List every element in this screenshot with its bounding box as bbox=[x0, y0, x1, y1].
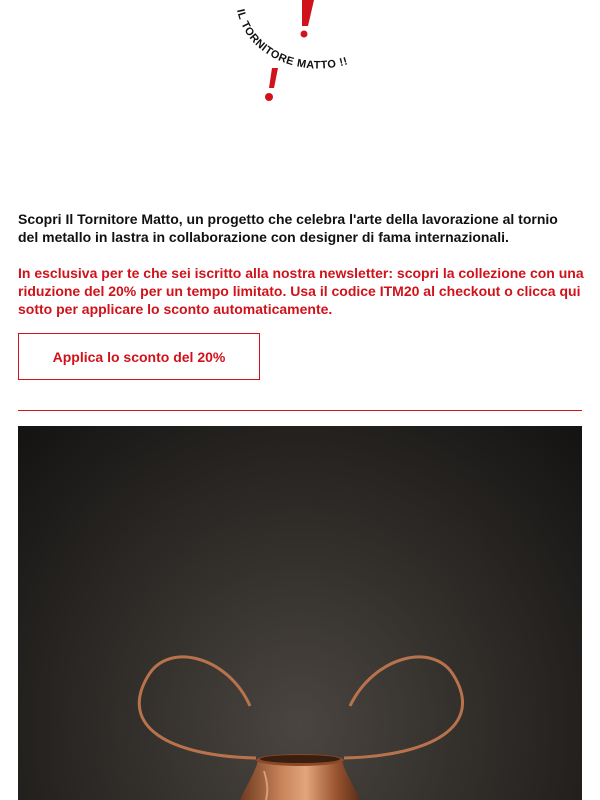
exclamation-mark-ring-logo-icon bbox=[222, 0, 372, 105]
intro-text: Scopri Il Tornitore Matto, un progetto che celebra l'arte della lavorazione al tornio del metallo in lastra in collaborazione con designer di fama internazionali. bbox=[18, 211, 558, 245]
hero-image[interactable] bbox=[18, 426, 582, 800]
divider bbox=[18, 410, 582, 411]
logo-text: IL TORNITORE MATTO !! bbox=[234, 8, 350, 72]
copper-vase-image bbox=[18, 426, 582, 800]
promo-text: In esclusiva per te che sei iscritto alla nostra newsletter: scopri la collezione con una riduzione del 20% per un tempo limitato. Usa il codice ITM20 al checkout o clicca qui sotto per applicare lo sconto automaticamente. bbox=[18, 265, 584, 317]
apply-discount-button[interactable]: Applica lo sconto del 20% bbox=[18, 333, 260, 380]
svg-text:IL TORNITORE MATTO !! bbox=[234, 8, 349, 71]
brand-logo bbox=[222, 0, 372, 105]
